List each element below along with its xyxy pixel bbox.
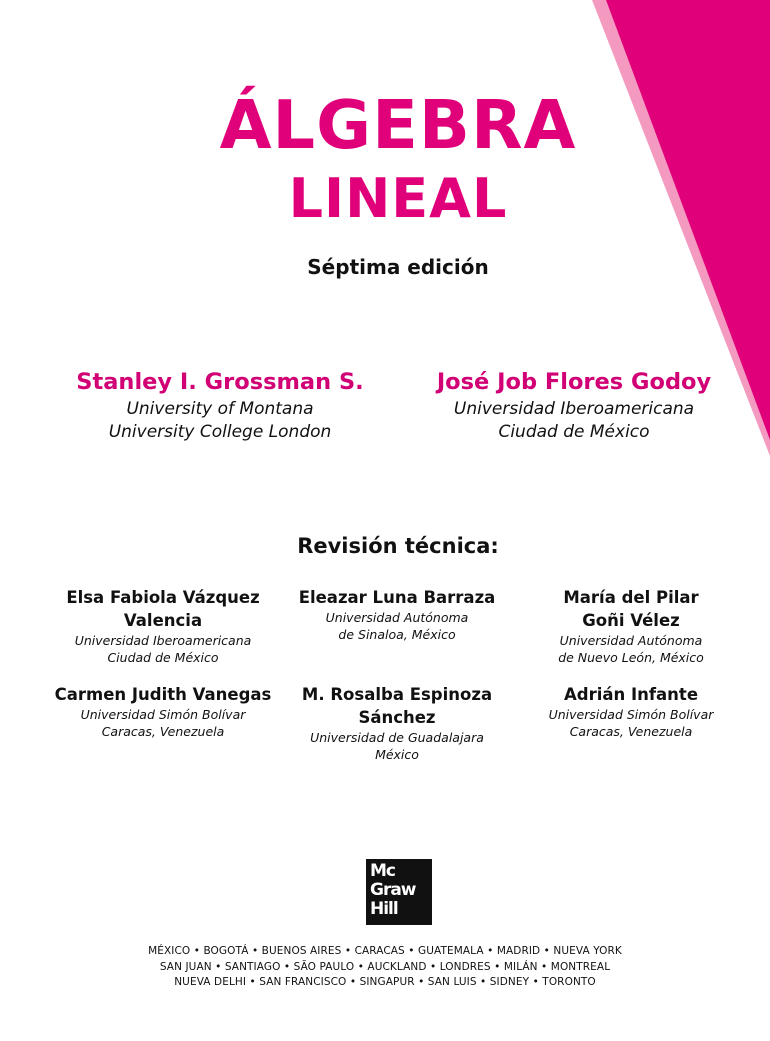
mcgraw-hill-logo (366, 859, 432, 925)
reviewer-name: Valencia (123, 611, 203, 630)
logo-text: Mc (370, 861, 395, 881)
author-affiliation: University of Montana (126, 399, 314, 419)
cities-line: NUEVA DELHI • SAN FRANCISCO • SINGAPUR • SAN LUIS • SIDNEY • TORONTO (174, 976, 596, 988)
reviewer-name: Adrián Infante (563, 685, 699, 704)
reviewer-block (33, 586, 293, 666)
review-heading: Revisión técnica: (297, 534, 499, 558)
author-name: Stanley I. Grossman S. (76, 369, 364, 395)
author-block (384, 366, 764, 444)
reviewer-name: M. Rosalba Espinoza (301, 685, 493, 704)
reviewer-block (33, 683, 293, 740)
reviewer-block (267, 683, 527, 763)
author-name: José Job Flores Godoy (436, 369, 712, 395)
reviewer-name: Sánchez (358, 708, 436, 727)
edition-label: Séptima edición (307, 255, 489, 279)
reviewer-affiliation: Universidad Iberoamericana (74, 633, 252, 648)
publisher-cities (0, 944, 770, 991)
reviewer-block (501, 683, 761, 740)
cities-line: MÉXICO • BOGOTÁ • BUENOS AIRES • CARACAS • GUATEMALA • MADRID • NUEVA YORK (148, 945, 622, 957)
reviewer-affiliation: Caracas, Venezuela (101, 724, 225, 739)
reviewer-affiliation: de Sinaloa, México (338, 627, 456, 642)
reviewer-name: María del Pilar (563, 588, 699, 607)
reviewer-affiliation: México (375, 747, 419, 762)
reviewer-affiliation: Ciudad de México (107, 650, 219, 665)
cities-line: SAN JUAN • SANTIAGO • SÃO PAULO • AUCKLAND • LONDRES • MILÁN • MONTREAL (159, 960, 611, 973)
author-affiliation: Universidad Iberoamericana (453, 399, 695, 419)
reviewer-name: Elsa Fabiola Vázquez (66, 588, 260, 607)
author-block (30, 366, 410, 444)
author-affiliation: University College London (108, 422, 332, 442)
reviewer-name: Eleazar Luna Barraza (298, 588, 496, 607)
reviewer-affiliation: Caracas, Venezuela (569, 724, 693, 739)
reviewer-affiliation: Universidad Autónoma (559, 633, 703, 648)
logo-text: Graw (370, 880, 416, 900)
author-affiliation: Ciudad de México (498, 422, 650, 442)
reviewer-block (501, 586, 761, 666)
reviewer-affiliation: Universidad de Guadalajara (310, 730, 484, 745)
reviewer-name: Carmen Judith Vanegas (54, 685, 272, 704)
book-title-line-1: ÁLGEBRA (219, 86, 577, 164)
book-title-line-2: LINEAL (288, 167, 508, 230)
reviewer-name: Goñi Vélez (582, 611, 680, 630)
reviewer-affiliation: de Nuevo León, México (558, 650, 704, 665)
reviewer-affiliation: Universidad Simón Bolívar (80, 707, 246, 722)
reviewer-block (267, 586, 527, 643)
logo-text: Hill (370, 899, 398, 919)
reviewer-affiliation: Universidad Autónoma (325, 610, 469, 625)
reviewer-affiliation: Universidad Simón Bolívar (548, 707, 714, 722)
